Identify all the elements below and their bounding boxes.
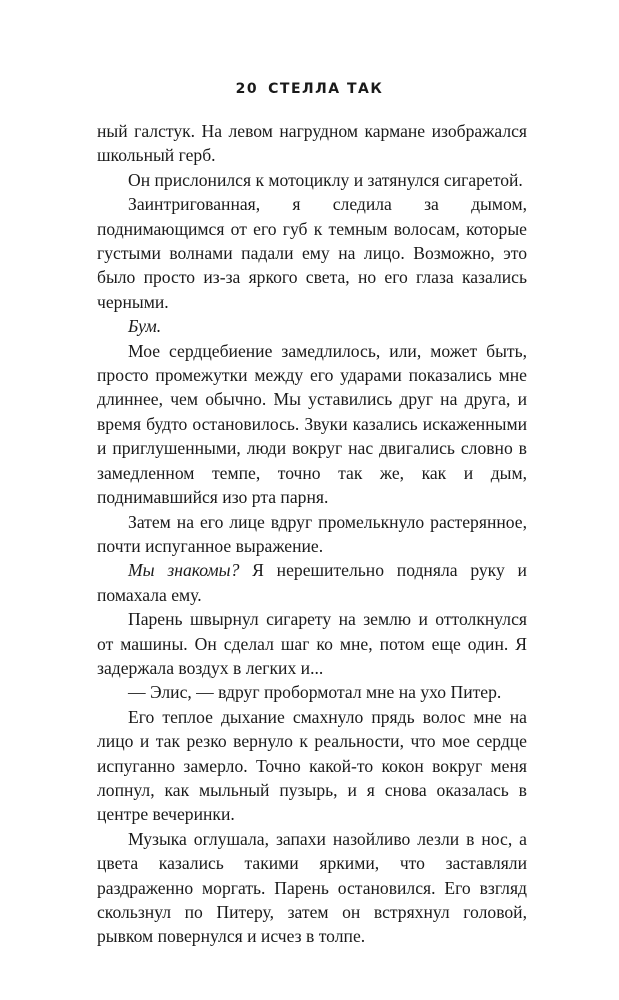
paragraph: Мое сердцебиение замедлилось, или, может быть, просто промежутки между его ударами показались мне длиннее, чем обычно. Мы уставились друг на друга, и время будто остановилось. Звуки казались искаженными и приглушенными, люди вокруг нас двигались словно в замедленном темпе, точно так же, как и дым, поднимавшийся изо рта парня.	[97, 340, 527, 508]
paragraph: Заинтригованная, я следила за дымом, поднимающимся от его губ к темным волосам, которые густыми волнами падали ему на лицо. Возможно, это было просто из-за яркого света, но его глаза казались черными.	[97, 194, 527, 312]
paragraph: Мы знакомы? Я нерешительно подняла руку и помахала ему.	[97, 560, 527, 605]
paragraph: Его теплое дыхание смахнуло прядь волос мне на лицо и так резко вернуло к реальности, что мое сердце испуганно замерло. Точно какой-то кокон вокруг меня лопнул, как мыльный пузырь, и я снова оказалась в центре вечеринки.	[97, 706, 527, 825]
paragraph: Затем на его лице вдруг промелькнуло растерянное, почти испуганное выражение.	[97, 511, 527, 556]
page-number: 20	[235, 81, 259, 97]
running-header	[0, 80, 619, 98]
body-text	[97, 119, 527, 949]
paragraph: Он прислонился к мотоциклу и затянулся сигаретой.	[128, 169, 523, 190]
paragraph: Музыка оглушала, запахи назойливо лезли в нос, а цвета казались такими яркими, что заставляли раздраженно моргать. Парень остановился. Его взгляд скользнул по Питеру, затем он встряхнул головой, рывком повернулся и исчез в толпе.	[97, 828, 527, 947]
author-name: СТЕЛЛА ТАК	[268, 81, 384, 97]
paragraph-continuation: ный галстук. На левом нагрудном кармане изображался школьный герб.	[97, 121, 527, 166]
paragraph-dialogue: — Элис, — вдруг пробормотал мне на ухо Питер.	[128, 682, 502, 703]
paragraph: Парень швырнул сигарету на землю и оттолкнулся от машины. Он сделал шаг ко мне, потом еще один. Я задержала воздух в легких и...	[97, 609, 527, 678]
paragraph-italic-thought: Бум.	[128, 316, 162, 337]
